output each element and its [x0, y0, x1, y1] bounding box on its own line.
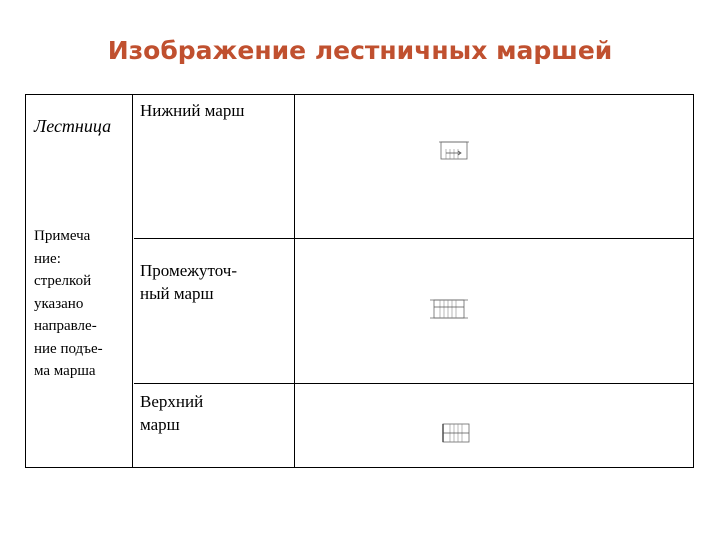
stair-middle-plan-icon	[430, 297, 468, 321]
column-divider	[294, 95, 295, 467]
row-label-lower: Нижний марш	[140, 101, 245, 120]
note-text: Примеча ние: стрелкой указано направле- ние подъе- ма марша	[34, 228, 103, 379]
stairs-table	[25, 94, 694, 468]
row-label-middle: Промежуточ- ный марш	[140, 261, 237, 303]
stair-upper-plan-icon	[440, 421, 472, 445]
row-divider	[134, 238, 693, 239]
row-label-upper: Верхний марш	[140, 392, 204, 434]
row-divider	[134, 383, 693, 384]
stair-lower-plan-icon	[438, 139, 470, 161]
table-header-cell: Лестница	[34, 116, 112, 136]
page-title: Изображение лестничных маршей	[107, 36, 613, 65]
